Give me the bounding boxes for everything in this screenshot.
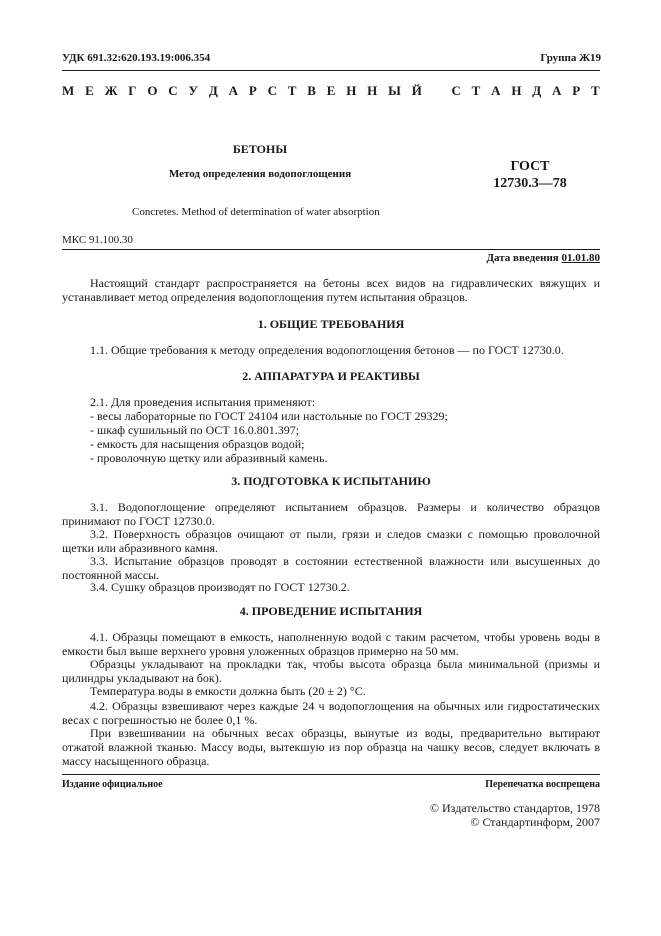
section-1-heading: 1. ОБЩИЕ ТРЕБОВАНИЯ [257,317,405,331]
clause-4-2-weighing: При взвешивании на обычных весах образцы, вынутые из воды, предварительно вытирают отжатой влажной тканью. Массу воды, вытекшую из пор образца на чашку весов, следует включать в массу насыщенного образца. [62,726,600,768]
clause-4-1-placement: Образцы укладывают на прокладки так, чтобы высота образца была минимальной (призмы и цилиндры укладывают на бок). [62,657,600,685]
clause-3-1: 3.1. Водопоглощение определяют испытанием образцов. Размеры и количество образцов принимают по ГОСТ 12730.0. [62,500,600,528]
gost-number: ГОСТ 12730.3—78 [493,159,567,191]
list-item: - шкаф сушильный по ОСТ 16.0.801.397; [90,423,300,437]
list-item: - весы лабораторные по ГОСТ 24104 или настольные по ГОСТ 29329; [90,409,448,423]
intro-paragraph: Настоящий стандарт распространяется на бетоны всех видов на гидравлических вяжущих и устанавливает метод определения водопоглощения путем испытания образцов. [62,276,600,304]
standard-banner: М Е Ж Г О С У Д А Р С Т В Е Н Н Ы Й С Т А Н Д А Р Т [62,83,600,98]
clause-4-2: 4.2. Образцы взвешивают через каждые 24 ч водопоглощения на обычных или гидростатических весах с погрешностью не более 0,1 %. [62,699,600,727]
clause-4-1: 4.1. Образцы помещают в емкость, наполненную водой с таким расчетом, чтобы уровень воды в емкости был выше верхнего уровня уложенных образцов примерно на 50 мм. [62,630,600,658]
clause-4-1-temperature: Температура воды в емкости должна быть (20 ± 2) °С. [90,684,366,698]
title-rule [62,249,600,250]
official-edition: Издание официальное [62,779,163,790]
clause-1-1: 1.1. Общие требования к методу определения водопоглощения бетонов — по ГОСТ 12730.0. [90,343,564,357]
mks-code: МКС 91.100.30 [62,234,133,246]
introduction-date: Дата введения 01.01.80 [486,252,600,264]
reprint-notice: Перепечатка воспрещена [485,779,600,790]
top-rule [62,70,600,71]
section-2-heading: 2. АППАРАТУРА И РЕАКТИВЫ [242,369,420,383]
section-3-heading: 3. ПОДГОТОВКА К ИСПЫТАНИЮ [231,474,431,488]
list-item: - емкость для насыщения образцов водой; [90,437,305,451]
clause-2-1: 2.1. Для проведения испытания применяют: [90,395,316,409]
clause-3-3: 3.3. Испытание образцов проводят в состоянии естественной влажности или высушенных до постоянной массы. [62,554,600,582]
group-code: Группа Ж19 [540,52,601,64]
document-title: БЕТОНЫ [232,142,288,156]
section-4-heading: 4. ПРОВЕДЕНИЕ ИСПЫТАНИЯ [239,604,423,618]
udk-code: УДК 691.32:620.193.19:006.354 [62,52,211,64]
copyright: © Издательство стандартов, 1978 © Стандартинформ, 2007 [429,801,600,829]
clause-3-4: 3.4. Сушку образцов производят по ГОСТ 12730.2. [90,580,350,594]
clause-3-2: 3.2. Поверхность образцов очищают от пыли, грязи и следов смазки с помощью проволочной щетки или абразивного камня. [62,527,600,555]
document-subtitle: Метод определения водопоглощения [168,168,352,180]
english-title: Concretes. Method of determination of water absorption [132,206,380,218]
list-item: - проволочную щетку или абразивный камень. [90,451,328,465]
equipment-list [90,409,590,465]
footer-rule [62,774,600,775]
